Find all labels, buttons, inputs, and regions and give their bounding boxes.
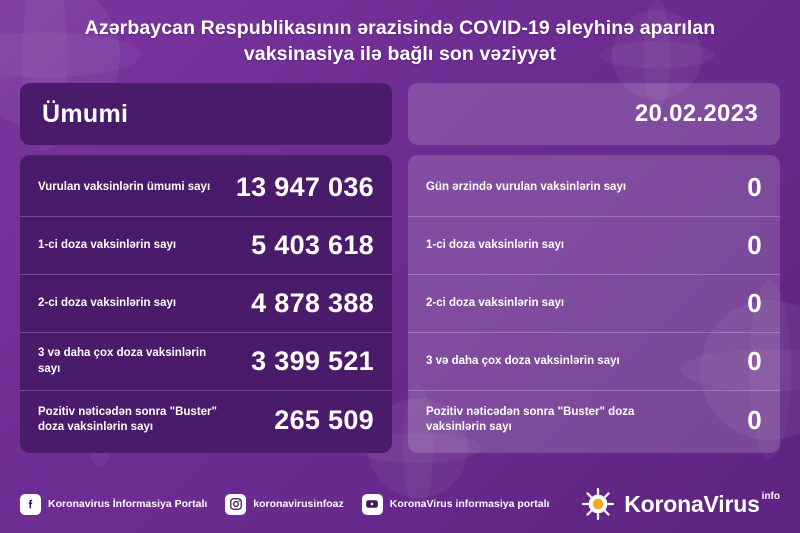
table-row: [408, 275, 780, 333]
sun-virus-icon: [581, 487, 615, 521]
table-row: [20, 159, 392, 217]
total-column-title: Ümumi: [42, 99, 129, 128]
stat-label: 3 və daha çox doza vaksinlərin sayı: [38, 347, 207, 375]
stat-value: 0: [747, 230, 762, 261]
stat-label: Gün ərzində vurulan vaksinlərin sayı: [426, 181, 627, 194]
brand-logo: [581, 487, 780, 521]
stat-label: 3 və daha çox doza vaksinlərin sayı: [426, 355, 620, 368]
stat-label: Pozitiv nəticədən sonra "Buster" doza vaksinlərin sayı: [426, 405, 635, 434]
social-name: Koronavirus İnformasiya Portalı: [48, 498, 208, 510]
page-title: Azərbaycan Respublikasının ərazisində COVID-19 əleyhinə aparılan vaksinasiya ilə bağlı son vəziyyət: [84, 17, 716, 65]
stat-label: 1-ci doza vaksinlərin sayı: [426, 239, 565, 252]
total-stats-panel: [20, 155, 392, 453]
table-row: [20, 217, 392, 275]
stat-value: 265 509: [274, 404, 374, 435]
total-column-header: [20, 83, 392, 145]
stats-columns: [0, 67, 800, 453]
stat-value: 4 878 388: [251, 288, 374, 319]
table-row: [408, 217, 780, 275]
stat-value: 13 947 036: [235, 172, 374, 203]
stat-label: 2-ci doza vaksinlərin sayı: [426, 297, 565, 310]
stat-value: 0: [747, 346, 762, 377]
table-row: [20, 333, 392, 391]
social-link-instagram[interactable]: [225, 494, 343, 515]
youtube-icon: [362, 494, 383, 515]
total-column: [20, 83, 392, 453]
social-name: KoronaVirus informasiya portalı: [389, 498, 550, 510]
table-row: [408, 391, 780, 449]
report-date: 20.02.2023: [634, 100, 758, 128]
stat-value: 0: [747, 172, 762, 203]
daily-column: [408, 83, 780, 453]
stat-value: 5 403 618: [251, 230, 374, 261]
stat-label: 1-ci doza vaksinlərin sayı: [38, 239, 177, 252]
social-name: koronavirusinfoaz: [253, 498, 344, 510]
stat-value: 3 399 521: [251, 346, 374, 377]
footer: [0, 475, 800, 533]
brand-superscript: info: [761, 491, 780, 502]
stat-label: Pozitiv nəticədən sonra "Buster" doza vaksinlərin sayı: [38, 405, 217, 434]
brand-name: KoronaVirus: [624, 490, 760, 517]
social-link-facebook[interactable]: [20, 494, 207, 515]
stat-value: 0: [747, 404, 762, 435]
facebook-icon: [20, 494, 41, 515]
table-row: [20, 391, 392, 449]
stat-value: 0: [747, 288, 762, 319]
daily-column-header: [408, 83, 780, 145]
table-row: [408, 333, 780, 391]
instagram-icon: [225, 494, 246, 515]
daily-stats-panel: [408, 155, 780, 453]
table-row: [20, 275, 392, 333]
social-link-youtube[interactable]: [362, 494, 550, 515]
social-links: [20, 494, 549, 515]
stat-label: Vurulan vaksinlərin ümumi sayı: [38, 181, 211, 194]
stat-label: 2-ci doza vaksinlərin sayı: [38, 297, 177, 310]
table-row: [408, 159, 780, 217]
